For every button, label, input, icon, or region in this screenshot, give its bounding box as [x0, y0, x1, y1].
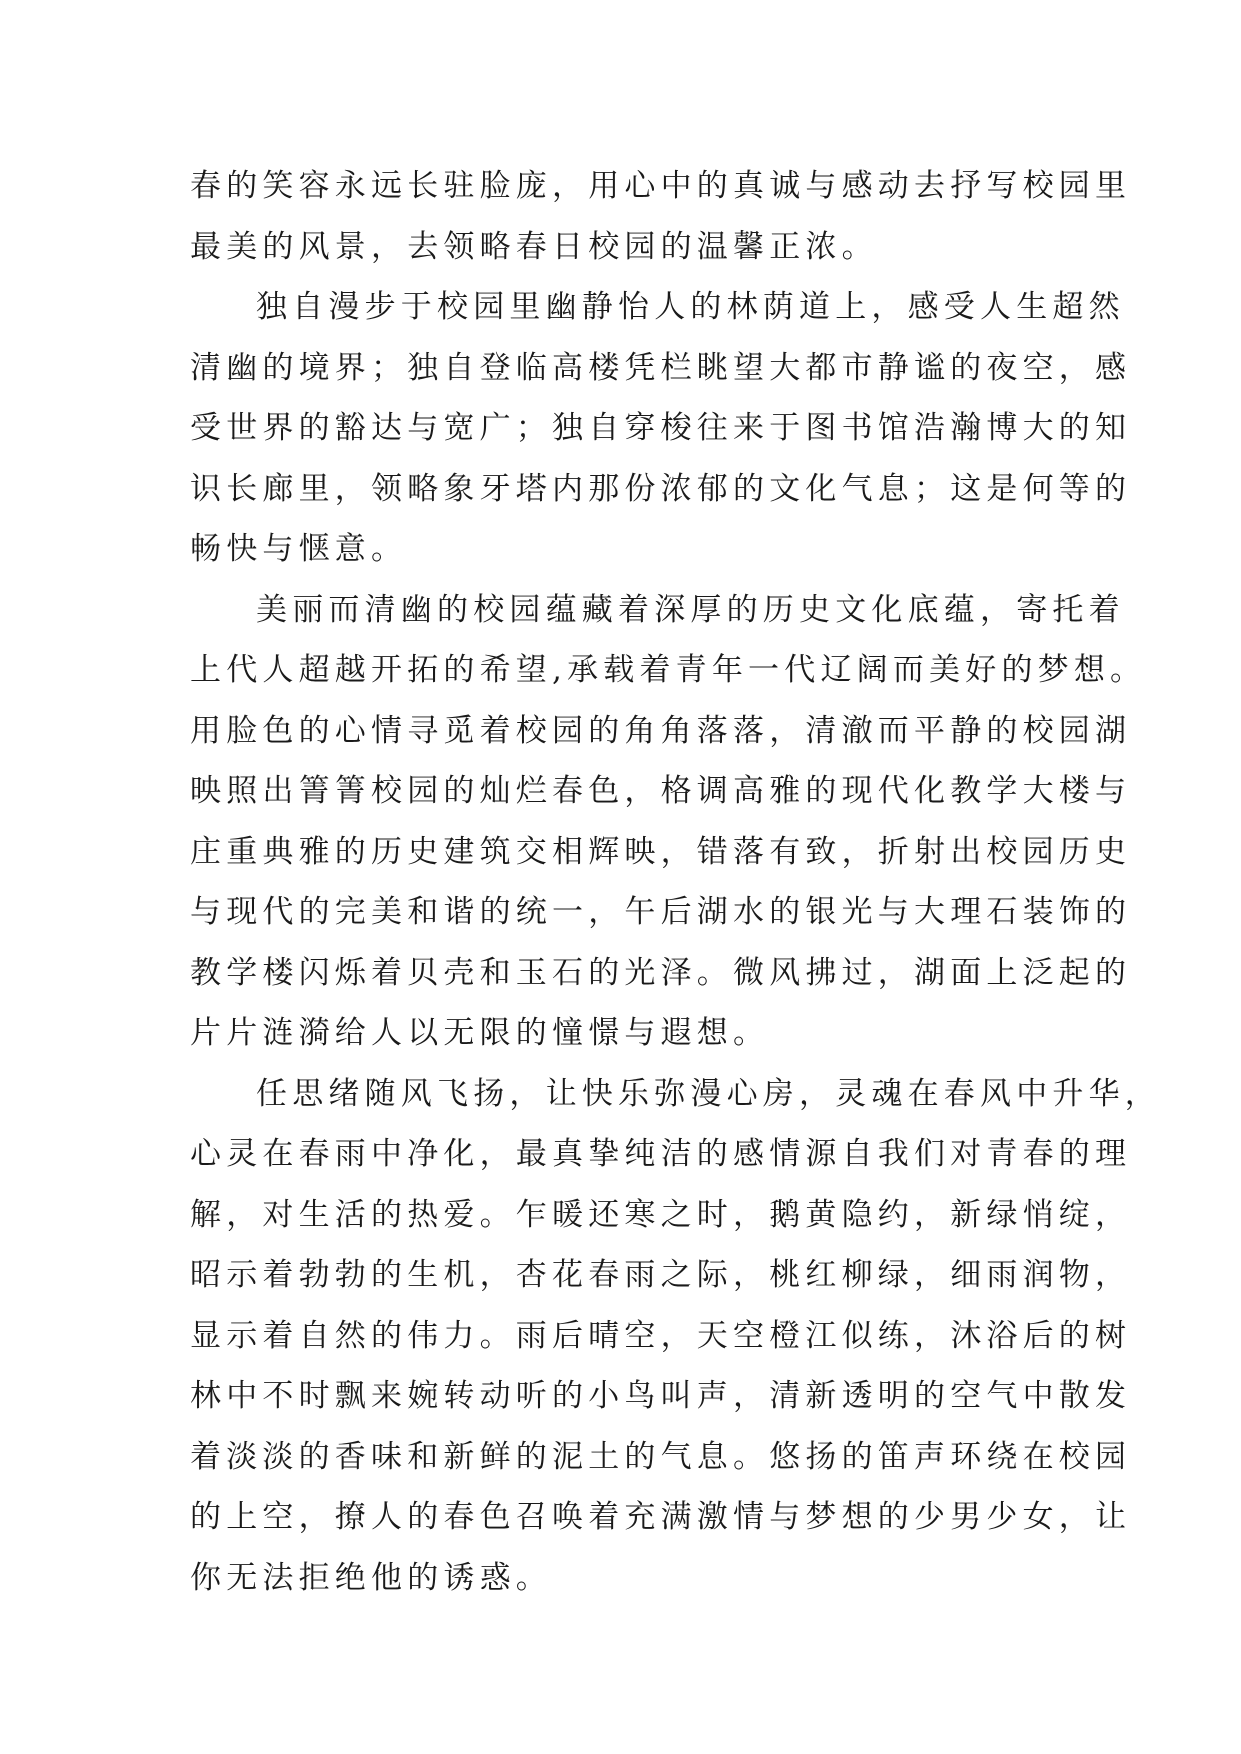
- text-line: 与现代的完美和谐的统一，午后湖水的银光与大理石装饰的: [190, 894, 1132, 930]
- text-line: 心灵在春雨中净化，最真挚纯洁的感情源自我们对青春的理: [190, 1136, 1132, 1172]
- text-line: 用脸色的心情寻觅着校园的角角落落，清澈而平静的校园湖: [190, 712, 1132, 749]
- text-line: 上代人超越开拓的希望,承载着青年一代辽阔而美好的梦想。: [190, 652, 1147, 688]
- text-line: 林中不时飘来婉转动听的小鸟叫声，清新透明的空气中散发: [190, 1378, 1132, 1414]
- text-line: 独自漫步于校园里幽静怡人的林荫道上，感受人生超然: [256, 289, 1125, 325]
- text-line: 受世界的豁达与宽广；独自穿梭往来于图书馆浩瀚博大的知: [190, 410, 1132, 446]
- text-line: 美丽而清幽的校园蕴藏着深厚的历史文化底蕴，寄托着: [256, 591, 1125, 628]
- text-line: 的上空，撩人的春色召唤着充满激情与梦想的少男少女，让: [190, 1499, 1132, 1535]
- text-line: 最美的风景，去领略春日校园的温馨正浓。: [190, 228, 878, 265]
- text-line: 映照出箐箐校园的灿烂春色，格调高雅的现代化教学大楼与: [190, 773, 1132, 809]
- text-line: 识长廊里，领略象牙塔内那份浓郁的文化气息；这是何等的: [190, 470, 1132, 507]
- text-line: 春的笑容永远长驻脸庞，用心中的真诚与感动去抒写校园里: [190, 168, 1132, 204]
- text-line: 畅快与惬意。: [190, 531, 408, 567]
- text-line: 昭示着勃勃的生机，杏花春雨之际，桃红柳绿，细雨润物，: [190, 1257, 1132, 1293]
- text-line: 着淡淡的香味和新鲜的泥土的气息。悠扬的笛声环绕在校园: [190, 1438, 1132, 1475]
- text-line: 显示着自然的伟力。雨后晴空，天空橙江似练，沐浴后的树: [190, 1317, 1132, 1354]
- text-line: 清幽的境界；独自登临高楼凭栏眺望大都市静谧的夜空，感: [190, 349, 1132, 386]
- text-line: 教学楼闪烁着贝壳和玉石的光泽。微风拂过，湖面上泛起的: [190, 954, 1132, 991]
- text-line: 庄重典雅的历史建筑交相辉映，错落有致，折射出校园历史: [190, 833, 1132, 870]
- text-line: 片片涟漪给人以无限的憧憬与遐想。: [190, 1015, 770, 1051]
- document-body: [190, 156, 1161, 1608]
- text-line: 任思绪随风飞扬，让快乐弥漫心房，灵魂在春风中升华，: [256, 1075, 1161, 1112]
- text-line: 解，对生活的热爱。乍暖还寒之时，鹅黄隐约，新绿悄绽，: [190, 1196, 1132, 1233]
- text-line: 你无法拒绝他的诱惑。: [190, 1559, 552, 1596]
